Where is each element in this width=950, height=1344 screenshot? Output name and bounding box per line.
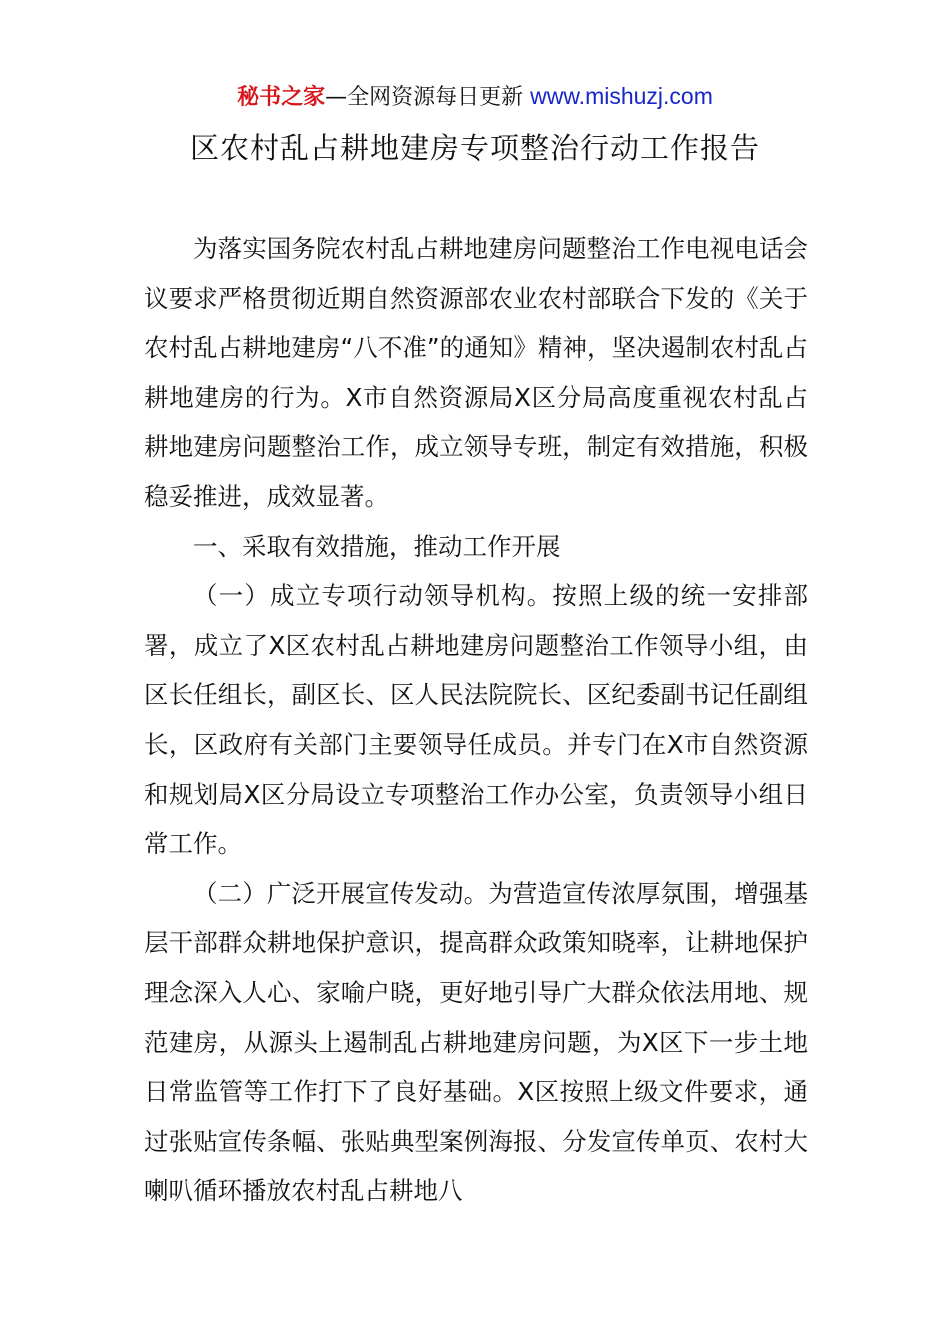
document-body xyxy=(144,224,808,1216)
section-heading-1: 一、采取有效措施，推动工作开展 xyxy=(193,531,561,561)
subsection-paragraph-2: （二）广泛开展宣传发动。为营造宣传浓厚氛围，增强基层干部群众耕地保护意识，提高群众政策知晓率，让耕地保护理念深入人心、家喻户晓，更好地引导广大群众依法用地、规范建房，从源头上遏制乱占耕地建房问题，为X区下一步土地日常监管等工作打下了良好基础。X区按照上级文件要求，通过张贴宣传条幅、张贴典型案例海报、分发宣传单页、农村大喇叭循环播放农村乱占耕地八 xyxy=(144,878,808,1206)
document-title: 区农村乱占耕地建房专项整治行动工作报告 xyxy=(189,131,760,165)
brand-name: 秘书之家 xyxy=(237,85,326,110)
intro-paragraph: 为落实国务院农村乱占耕地建房问题整治工作电视电话会议要求严格贯彻近期自然资源部农业农村部联合下发的《关于农村乱占耕地建房“八不准”的通知》精神，坚决遏制农村乱占耕地建房的行为。X市自然资源局X区分局高度重视农村乱占耕地建房问题整治工作，成立领导专班，制定有效措施，积极稳妥推进，成效显著。 xyxy=(144,234,808,511)
site-url-link[interactable]: www.mishuzj.com xyxy=(530,83,713,109)
subsection-paragraph-1: （一）成立专项行动领导机构。按照上级的统一安排部署，成立了X区农村乱占耕地建房问题整治工作领导小组，由区长任组长，副区长、区人民法院院长、区纪委副书记任副组长，区政府有关部门主要领导任成员。并专门在X市自然资源和规划局X区分局设立专项整治工作办公室，负责领导小组日常工作。 xyxy=(144,581,808,859)
site-banner xyxy=(0,78,950,116)
banner-tagline: —全网资源每日更新 xyxy=(325,85,531,110)
